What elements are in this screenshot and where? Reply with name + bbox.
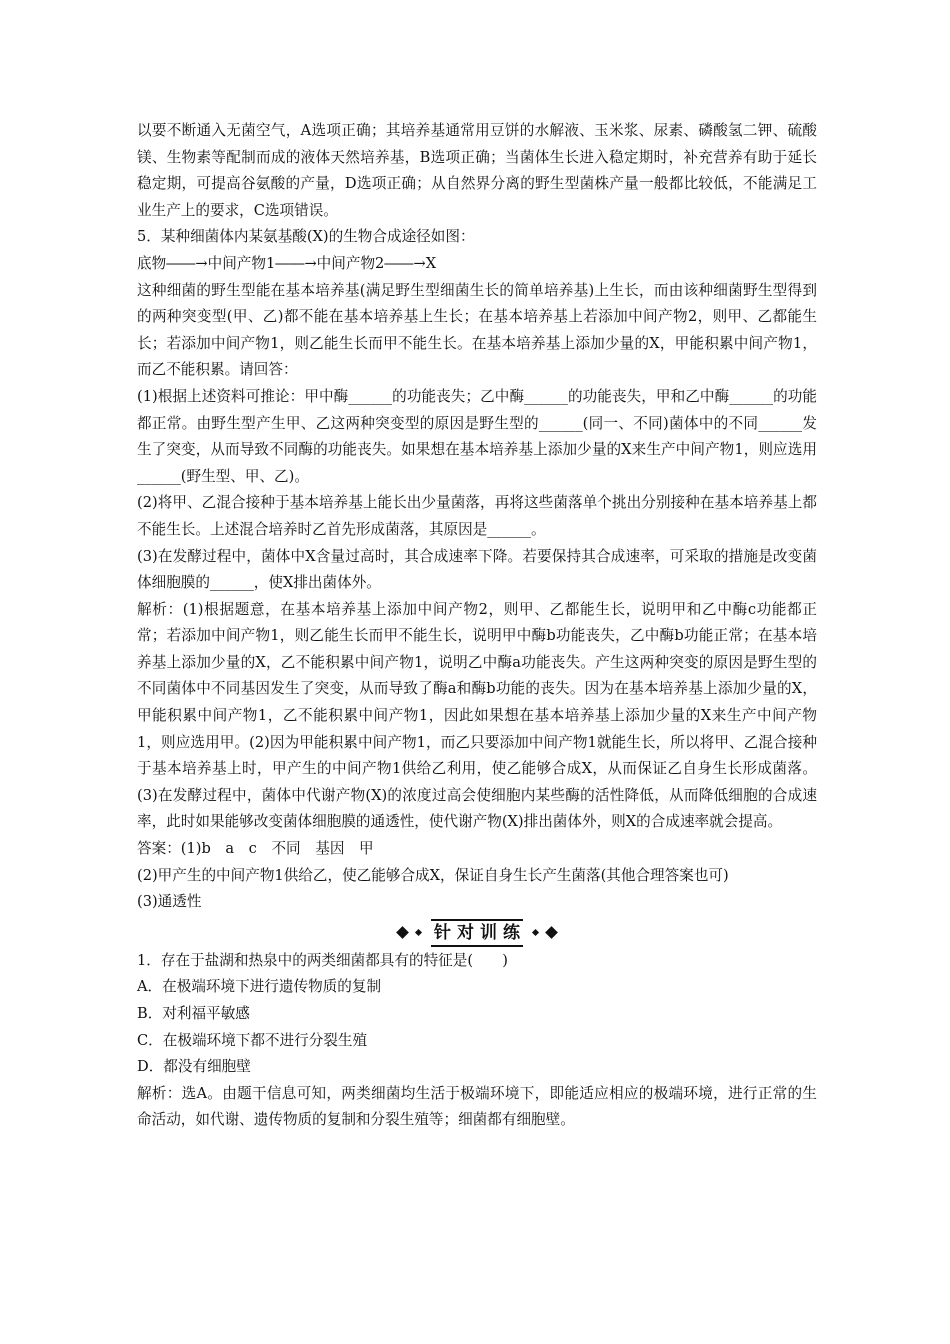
diamond-icon (396, 926, 409, 939)
question-5-part-2: (2)将甲、乙混合接种于基本培养基上能长出少量菌落，再将这些菌落单个挑出分别接种在基本培养基上都不能生长。上述混合培养时乙首先形成菌落，其原因是______。 (137, 494, 817, 538)
synthesis-pathway: 底物――→中间产物1――→中间产物2――→X (137, 254, 437, 272)
option-c: C．在极端环境下都不进行分裂生殖 (137, 1031, 368, 1049)
section-title-char: 练 (503, 922, 520, 943)
question-5-answer-3: (3)通透性 (137, 893, 202, 911)
option-a: A．在极端环境下进行遗传物质的复制 (137, 978, 382, 996)
question-5-answer-1: 答案：(1)b a c 不同 基因 甲 (137, 840, 374, 858)
section-title-char: 对 (457, 922, 474, 943)
practice-question-1-analysis: 解析：选A。由题干信息可知，两类细菌均生活于极端环境下，即能适应相应的极端环境，进行正常的生命活动，如代谢、遗传物质的复制和分裂生殖等；细菌都有细胞壁。 (137, 1084, 817, 1129)
question-5-answer-2: (2)甲产生的中间产物1供给乙，使乙能够合成X，保证自身生长产生菌落(其他合理答案也可) (137, 866, 729, 884)
diamond-icon (545, 926, 558, 939)
paragraph-previous-answer-continuation: 以要不断通入无菌空气，A选项正确；其培养基通常用豆饼的水解液、玉米浆、尿素、磷酸氢二钾、硫酸镁、生物素等配制而成的液体天然培养基，B选项正确；当菌体生长进入稳定期时，补充营养有助于延长稳定期，可提高谷氨酸的产量，D选项正确；从自然界分离的野生型菌株产量一般都比较低，不能满足工业生产上的要求，C选项错误。 (137, 122, 817, 219)
option-b: B．对利福平敏感 (137, 1005, 250, 1022)
section-banner (137, 918, 817, 948)
section-title (431, 919, 523, 947)
practice-question-1-stem: 1．存在于盐湖和热泉中的两类细菌都具有的特征是( ) (137, 951, 508, 969)
question-5-analysis: 解析：(1)根据题意，在基本培养基上添加中间产物2，则甲、乙都能生长，说明甲和乙中酶c功能都正常；若添加中间产物1，则乙能生长而甲不能生长，说明甲中酶b功能丧失，乙中酶b功能正常；在基本培养基上添加少量的X，乙不能积累中间产物1，说明乙中酶a功能丧失。产生这两种突变的原因是野生型的不同菌体中不同基因发生了突变，从而导致了酶a和酶b功能的丧失。因为在基本培养基上添加少量的X，甲能积累中间产物1，乙不能积累中间产物1，因此如果想在基本培养基上添加少量的X来生产中间产物1，则应选用甲。(2)因为甲能积累中间产物1，而乙只要添加中间产物1就能生长，所以将甲、乙混合接种于基本培养基上时，甲产生的中间产物1供给乙利用，使乙能够合成X，从而保证乙自身生长形成菌落。(3)在发酵过程中，菌体中代谢产物(X)的浓度过高会使细胞内某些酶的活性降低，从而降低细胞的合成速率，此时如果能够改变菌体细胞膜的通透性，使代谢产物(X)排出菌体外，则X的合成速率就会提高。 (137, 600, 817, 831)
small-diamond-icon (415, 929, 422, 936)
small-diamond-icon (532, 929, 539, 936)
option-d: D．都没有细胞壁 (137, 1058, 251, 1076)
question-5-background: 这种细菌的野生型能在基本培养基(满足野生型细菌生长的简单培养基)上生长，而由该种细菌野生型得到的两种突变型(甲、乙)都不能在基本培养基上生长；在基本培养基上若添加中间产物2，则甲、乙都能生长；若添加中间产物1，则乙能生长而甲不能生长。在基本培养基上添加少量的X，甲能积累中间产物1，而乙不能积累。请回答： (137, 281, 817, 379)
section-title-char: 针 (434, 922, 451, 943)
question-5-stem: 5．某种细菌体内某氨基酸(X)的生物合成途径如图： (137, 228, 475, 246)
question-5-part-3: (3)在发酵过程中，菌体中X含量过高时，其合成速率下降。若要保持其合成速率，可采取的措施是改变菌体细胞膜的______，使X排出菌体外。 (137, 547, 817, 592)
section-title-char: 训 (480, 922, 497, 943)
document-page (137, 118, 817, 1134)
question-5-part-1: (1)根据上述资料可推论：甲中酶______的功能丧失；乙中酶______的功能丧失，甲和乙中酶______的功能都正常。由野生型产生甲、乙这两种突变型的原因是野生型的______(同一、不同)菌体中的不同______发生了突变，从而导致不同酶的功能丧失。如果想在基本培养基上添加少量的X来生产中间产物1，则应选用______(野生型、甲、乙)。 (137, 387, 817, 485)
